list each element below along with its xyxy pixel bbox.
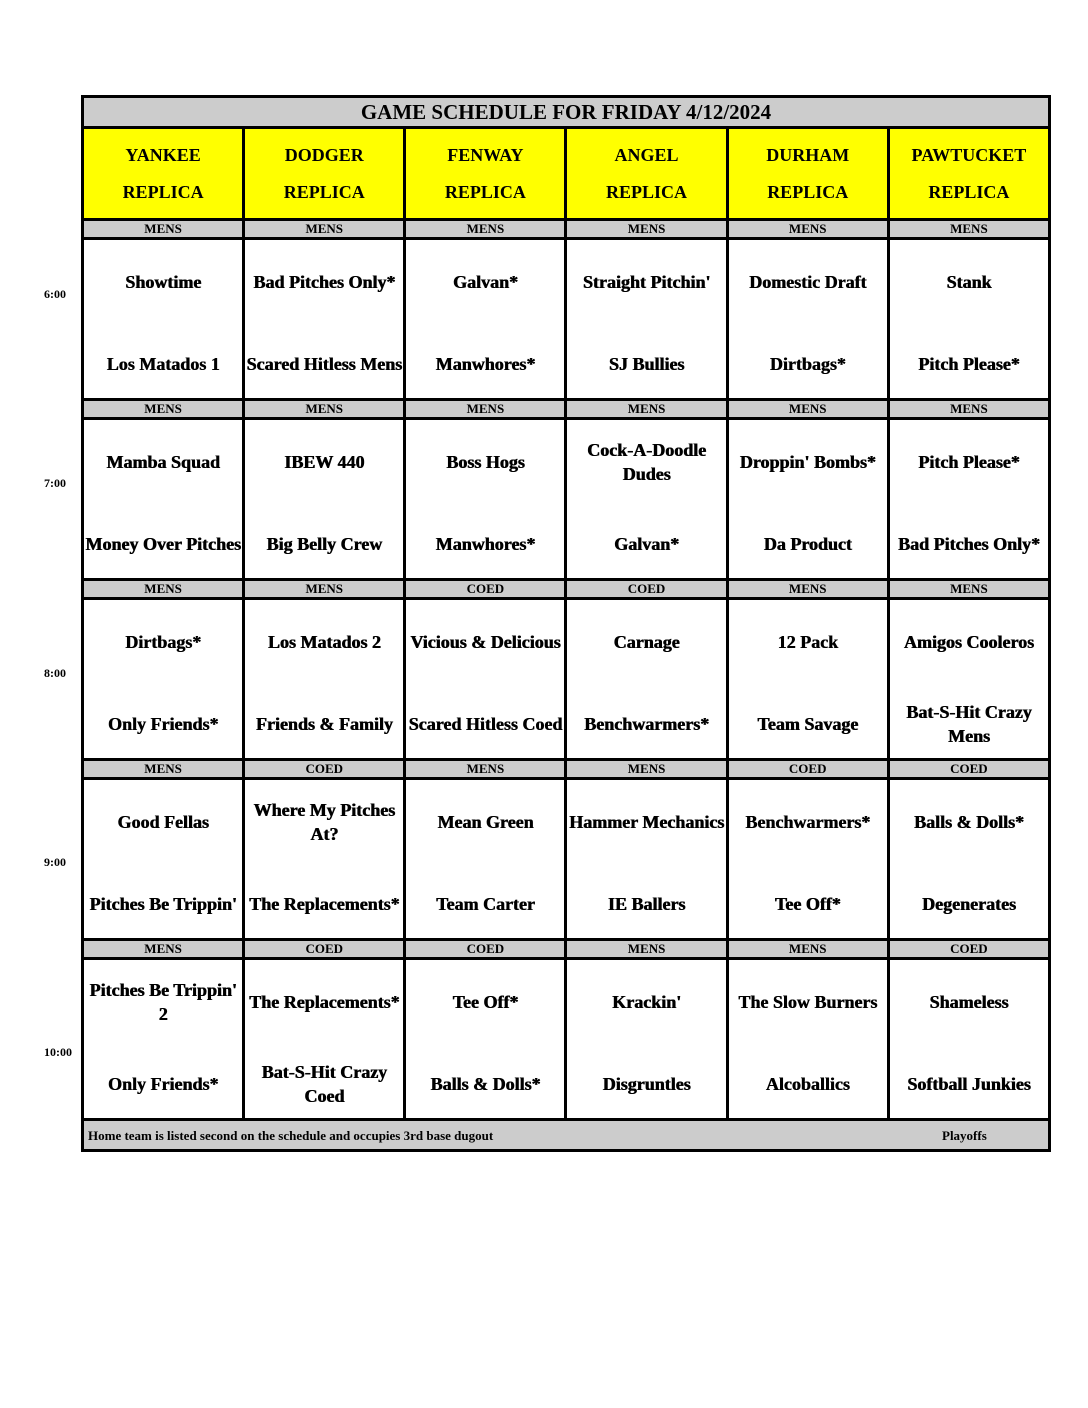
division-label: COED: [405, 580, 566, 599]
home-team: Alcoballics: [765, 1074, 850, 1094]
home-team: Team Carter: [435, 894, 535, 914]
home-team: IE Ballers: [607, 894, 686, 914]
division-label: MENS: [83, 400, 244, 419]
game-cell: [727, 959, 888, 1120]
field-sub: REPLICA: [606, 181, 688, 202]
field-header: [405, 128, 566, 220]
game-cell: [405, 959, 566, 1120]
away-team: Dirtbags*: [125, 632, 202, 652]
away-team: Benchwarmers*: [745, 812, 871, 832]
division-label: MENS: [727, 220, 888, 239]
away-team: Los Matados 2: [267, 632, 381, 652]
division-label: MENS: [244, 580, 405, 599]
away-team: Vicious & Delicious: [410, 632, 561, 652]
division-label: COED: [244, 760, 405, 779]
game-cell: [727, 419, 888, 580]
footer-row: [83, 1120, 1050, 1151]
home-team: Da Product: [763, 534, 852, 554]
field-header: [566, 128, 727, 220]
game-cell: [566, 419, 727, 580]
field-name: DURHAM: [766, 144, 850, 165]
home-team: Manwhores*: [435, 534, 536, 554]
game-cell: [83, 959, 244, 1120]
division-label: MENS: [244, 400, 405, 419]
home-team: Big Belly Crew: [266, 534, 383, 554]
game-cell: [727, 779, 888, 940]
footer-note: Home team is listed second on the schedule and occupies 3rd base dugout: [88, 1128, 494, 1143]
division-label: COED: [888, 760, 1049, 779]
game-cell: [244, 959, 405, 1120]
field-sub: REPLICA: [122, 181, 204, 202]
away-team: Bad Pitches Only*: [253, 272, 396, 292]
field-sub: REPLICA: [928, 181, 1010, 202]
game-cell: [405, 419, 566, 580]
away-team: Hammer Mechanics: [568, 812, 725, 832]
game-cell: [83, 779, 244, 940]
game-cell: [244, 419, 405, 580]
home-team: Pitch Please*: [918, 354, 1020, 374]
home-team: SJ Bullies: [608, 354, 685, 374]
game-cell: [405, 779, 566, 940]
time-label: 8:00: [44, 666, 66, 680]
away-team: 12 Pack: [777, 632, 838, 652]
game-row: [83, 959, 1050, 1120]
home-team: Disgruntles: [602, 1074, 691, 1094]
away-team: Boss Hogs: [446, 452, 525, 472]
away-team: Balls & Dolls*: [913, 812, 1024, 832]
game-cell: [566, 779, 727, 940]
game-cell: [888, 959, 1049, 1120]
game-row: [83, 239, 1050, 400]
away-team: Amigos Cooleros: [903, 632, 1034, 652]
game-cell: [727, 599, 888, 760]
away-team: Tee Off*: [452, 992, 519, 1012]
away-team: Showtime: [125, 272, 202, 292]
away-team: The Replacements*: [248, 992, 400, 1012]
field-sub: REPLICA: [283, 181, 365, 202]
division-label: MENS: [566, 400, 727, 419]
division-row: [83, 220, 1050, 239]
game-cell: [83, 419, 244, 580]
division-label: MENS: [727, 940, 888, 959]
game-cell: [888, 779, 1049, 940]
division-label: COED: [405, 940, 566, 959]
home-team: The Replacements*: [248, 894, 400, 914]
away-team: Pitch Please*: [918, 452, 1020, 472]
home-team: Bat-S-Hit Crazy Mens: [906, 702, 1032, 746]
field-name: FENWAY: [447, 144, 524, 165]
home-team: Manwhores*: [435, 354, 536, 374]
field-header: [83, 128, 244, 220]
schedule-title: GAME SCHEDULE FOR FRIDAY 4/12/2024: [83, 97, 1050, 128]
home-team: Softball Junkies: [907, 1074, 1031, 1094]
away-team: Shameless: [929, 992, 1009, 1012]
field-header-row: [83, 128, 1050, 220]
field-header: [244, 128, 405, 220]
division-row: [83, 940, 1050, 959]
home-team: Only Friends*: [107, 714, 219, 734]
division-label: MENS: [888, 580, 1049, 599]
game-row: [83, 419, 1050, 580]
game-row: [83, 779, 1050, 940]
division-label: MENS: [405, 400, 566, 419]
home-team: Pitches Be Trippin': [89, 894, 237, 914]
time-label: 6:00: [44, 287, 66, 301]
home-team: Friends & Family: [255, 714, 393, 734]
away-team: Cock-A-Doodle Dudes: [587, 440, 707, 484]
away-team: Domestic Draft: [748, 272, 867, 292]
division-label: MENS: [405, 760, 566, 779]
division-label: MENS: [566, 220, 727, 239]
division-row: [83, 400, 1050, 419]
game-row: [83, 599, 1050, 760]
division-row: [83, 580, 1050, 599]
game-cell: [405, 239, 566, 400]
away-team: Mamba Squad: [106, 452, 220, 472]
division-label: MENS: [244, 220, 405, 239]
division-label: MENS: [566, 940, 727, 959]
game-cell: [566, 599, 727, 760]
away-team: Pitches Be Trippin' 2: [89, 980, 237, 1024]
division-label: MENS: [727, 400, 888, 419]
field-sub: REPLICA: [444, 181, 526, 202]
schedule-table-wrapper: [81, 95, 1051, 1152]
time-label: 7:00: [44, 476, 66, 490]
home-team: Benchwarmers*: [584, 714, 710, 734]
away-team: Krackin': [612, 992, 682, 1012]
game-cell: [244, 239, 405, 400]
field-name: PAWTUCKET: [911, 144, 1027, 165]
division-label: MENS: [83, 580, 244, 599]
division-label: COED: [727, 760, 888, 779]
away-team: Carnage: [613, 632, 680, 652]
time-label: 9:00: [44, 855, 66, 869]
away-team: Where My Pitches At?: [253, 800, 396, 844]
away-team: Galvan*: [452, 272, 518, 292]
field-sub: REPLICA: [767, 181, 849, 202]
division-label: MENS: [727, 580, 888, 599]
home-team: Bat-S-Hit Crazy Coed: [261, 1062, 387, 1106]
home-team: Galvan*: [614, 534, 680, 554]
playoffs-label: Playoffs: [942, 1128, 987, 1143]
game-cell: [566, 239, 727, 400]
home-team: Degenerates: [921, 894, 1016, 914]
home-team: Scared Hitless Coed: [408, 714, 563, 734]
field-header: [727, 128, 888, 220]
home-team: Only Friends*: [107, 1074, 219, 1094]
schedule-table: [81, 95, 1051, 1152]
game-cell: [888, 599, 1049, 760]
home-team: Money Over Pitches: [85, 534, 241, 554]
away-team: IBEW 440: [284, 452, 365, 472]
game-cell: [83, 239, 244, 400]
home-team: Team Savage: [757, 714, 859, 734]
field-name: DODGER: [284, 144, 364, 165]
division-label: COED: [888, 940, 1049, 959]
game-cell: [83, 599, 244, 760]
division-label: COED: [566, 580, 727, 599]
away-team: Good Fellas: [117, 812, 209, 832]
division-label: MENS: [405, 220, 566, 239]
game-cell: [566, 959, 727, 1120]
home-team: Bad Pitches Only*: [897, 534, 1040, 554]
home-team: Tee Off*: [774, 894, 841, 914]
game-cell: [888, 239, 1049, 400]
division-label: COED: [244, 940, 405, 959]
game-cell: [244, 599, 405, 760]
division-label: MENS: [888, 400, 1049, 419]
field-name: YANKEE: [125, 144, 201, 165]
home-team: Los Matados 1: [106, 354, 220, 374]
field-header: [888, 128, 1049, 220]
game-cell: [888, 419, 1049, 580]
away-team: Mean Green: [437, 812, 534, 832]
home-team: Scared Hitless Mens: [246, 354, 403, 374]
home-team: Dirtbags*: [769, 354, 846, 374]
division-label: MENS: [83, 760, 244, 779]
division-label: MENS: [888, 220, 1049, 239]
division-row: [83, 760, 1050, 779]
time-label: 10:00: [44, 1045, 72, 1059]
away-team: Straight Pitchin': [582, 272, 711, 292]
home-team: Balls & Dolls*: [430, 1074, 541, 1094]
away-team: The Slow Burners: [738, 992, 878, 1012]
game-cell: [244, 779, 405, 940]
game-cell: [727, 239, 888, 400]
division-label: MENS: [83, 220, 244, 239]
division-label: MENS: [566, 760, 727, 779]
away-team: Droppin' Bombs*: [739, 452, 876, 472]
field-name: ANGEL: [614, 144, 679, 165]
division-label: MENS: [83, 940, 244, 959]
away-team: Stank: [946, 272, 992, 292]
game-cell: [405, 599, 566, 760]
